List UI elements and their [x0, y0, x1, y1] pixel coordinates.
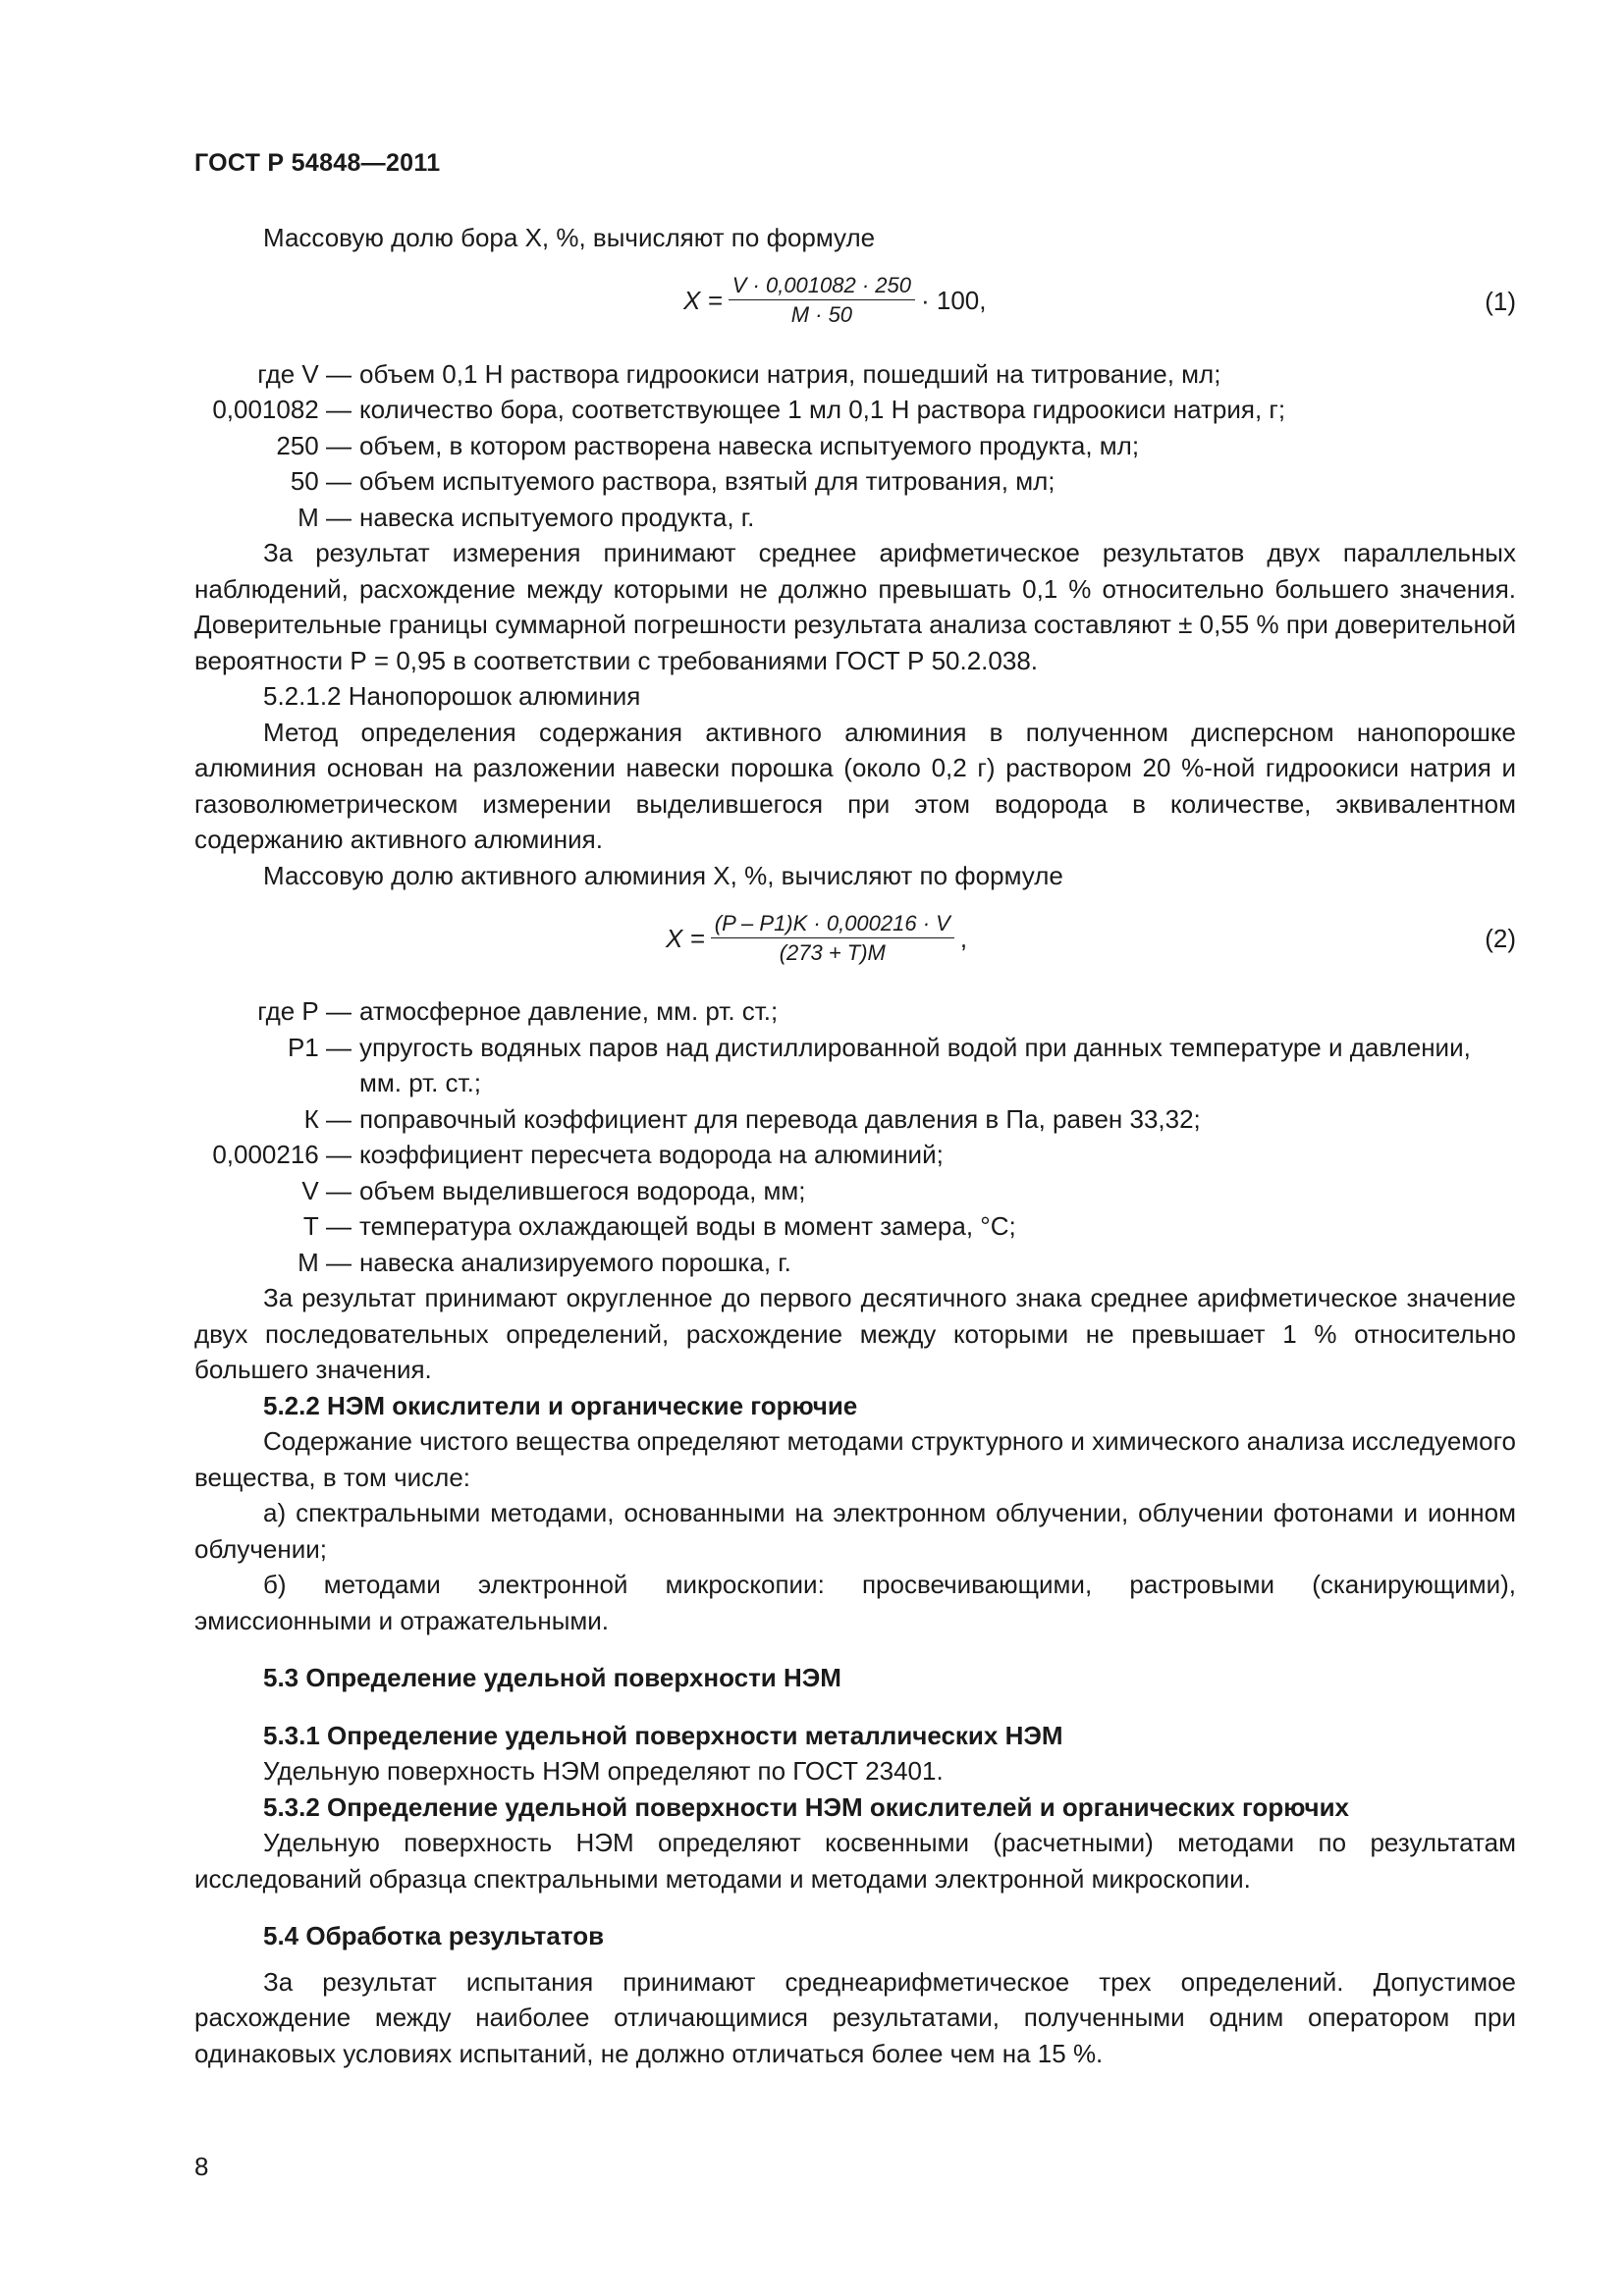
formula2-number: (2) — [1485, 924, 1516, 953]
formula1-numerator: V · 0,001082 · 250 — [729, 272, 915, 300]
formula1-denominator: M · 50 — [790, 302, 853, 327]
section-5-2-2-item-a: а) спектральными методами, основанными на электронном облучении, облучении фотонами и ионном облучении; — [194, 1498, 1516, 1564]
section-5-2-2-paragraph: Содержание чистого вещества определяют методами структурного и химического анализа исследуемого вещества, в том числе: — [194, 1426, 1516, 1492]
formula2-tail: , — [959, 923, 968, 953]
formula2-lhs: X = — [666, 923, 705, 953]
where-item: V — объем выделившегося водорода, мм; — [301, 1175, 806, 1205]
where-item: 0,000216 — коэффициент пересчета водорода на алюминий; — [212, 1140, 944, 1169]
document-body — [194, 220, 1516, 2071]
page-number: 8 — [194, 2152, 209, 2181]
where-item: 0,001082 — количество бора, соответствующее 1 мл 0,1 Н раствора гидроокиси натрия, г; — [212, 395, 1286, 424]
where-item: М — навеска анализируемого порошка, г. — [298, 1247, 791, 1277]
section-5-2-2-item-b: б) методами электронной микроскопии: просвечивающими, растровыми (сканирующими), эмиссионными и отражательными. — [194, 1570, 1516, 1635]
where-item: где V — объем 0,1 Н раствора гидроокиси натрия, пошедший на титрование, мл; — [257, 358, 1221, 389]
section-5-3-1-text: Удельную поверхность НЭМ определяют по ГОСТ 23401. — [263, 1756, 944, 1786]
where-item: где Р — атмосферное давление, мм. рт. ст.; — [257, 996, 779, 1026]
where-item: К — поправочный коэффициент для перевода давления в Па, равен 33,32; — [303, 1103, 1201, 1134]
section-5-2-1-2-title: 5.2.1.2 Нанопорошок алюминия — [263, 681, 641, 711]
formula-2 — [194, 903, 1516, 974]
section-5-2-1-2-method: Метод определения содержания активного алюминия в полученном дисперсном нанопорошке алюминия основан на разложении навески порошка (около 0,2 г) раствором 20 %-ной гидроокиси натрия и газоволюметрическом измерении выделившегося при этом водорода в количестве, эквивалентном содержанию активного алюминия. — [194, 717, 1516, 854]
where-item: 250 — объем, в котором растворена навеска испытуемого продукта, мл; — [276, 430, 1140, 460]
section-5-4-text: За результат испытания принимают среднеарифметическое трех определений. Допустимое расхождение между наиболее отличающимися результатами, полученными одним оператором при одинаковых условиях испытаний, не должно отличаться более чем на 15 %. — [194, 1966, 1516, 2068]
formula2-fraction — [711, 910, 954, 968]
section-5-3-1-title: 5.3.1 Определение удельной поверхности металлических НЭМ — [263, 1720, 1063, 1750]
formula1-result-paragraph: За результат измерения принимают среднее арифметическое результатов двух параллельных наблюдений, расхождение между которыми не должно превышать 0,1 % относительно большего значения. Доверительные границы суммарной погрешности результата анализа составляют ± 0,55 % при доверительной вероятности Р = 0,95 в соответствии с требованиями ГОСТ Р 50.2.038. — [194, 538, 1516, 675]
formula1-tail: · 100, — [921, 286, 987, 316]
where-item: Т — температура охлаждающей воды в момент замера, °С; — [302, 1211, 1016, 1241]
formula-1 — [194, 266, 1516, 337]
section-5-3-2-title: 5.3.2 Определение удельной поверхности НЭМ окислителей и органических горючих — [263, 1791, 1350, 1822]
section-5-3-title: 5.3 Определение удельной поверхности НЭМ — [263, 1663, 841, 1692]
formula1-number: (1) — [1485, 286, 1516, 316]
formula1-lhs: X = — [683, 286, 723, 316]
where-item: М — навеска испытуемого продукта, г. — [298, 502, 755, 532]
where-item: 50 — объем испытуемого раствора, взятый для титрования, мл; — [290, 466, 1056, 496]
formula2-numerator: (P – P1)K · 0,000216 · V — [711, 910, 954, 938]
formula2-denominator: (273 + T)M — [779, 939, 886, 965]
formula1-fraction — [729, 272, 915, 330]
formula2-intro: Массовую долю активного алюминия X, %, вычисляют по формуле — [263, 860, 1063, 890]
formula2-where-list — [194, 993, 1516, 1280]
section-5-4-title: 5.4 Обработка результатов — [263, 1921, 605, 1950]
formula2-result-paragraph: За результат принимают округленное до первого десятичного знака среднее арифметическое значение двух последовательных определений, расхождение между которыми не превышает 1 % относительно большего значения. — [194, 1283, 1516, 1384]
section-5-3-2-text: Удельную поверхность НЭМ определяют косвенными (расчетными) методами по результатам исследований образца спектральными методами и методами электронной микроскопии. — [194, 1828, 1516, 1894]
formula1-intro: Массовую долю бора X, %, вычисляют по формуле — [263, 223, 876, 252]
document-header: ГОСТ Р 54848—2011 — [194, 149, 441, 177]
formula1-where-list — [194, 356, 1516, 536]
section-5-2-2-title: 5.2.2 НЭМ окислители и органические горючие — [263, 1390, 858, 1420]
where-item: P1 — упругость водяных паров над дистиллированной водой при данных температуре и давлении, мм. рт. ст.; — [287, 1032, 1471, 1097]
